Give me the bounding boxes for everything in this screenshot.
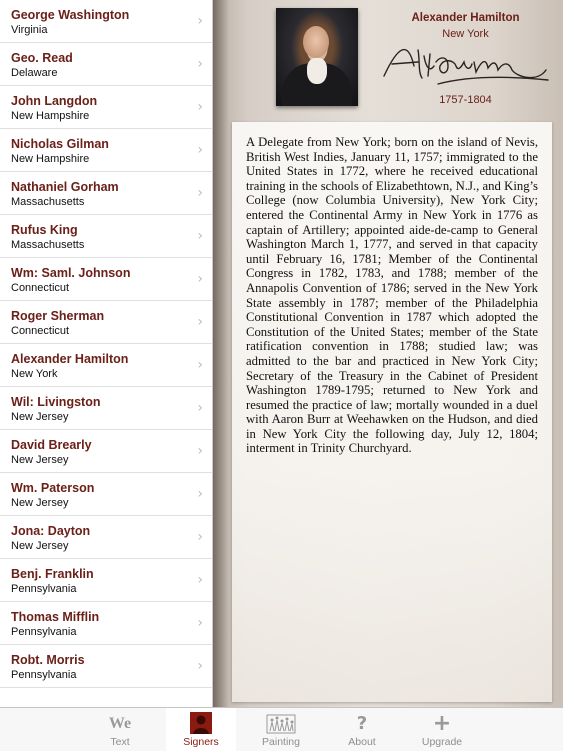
chevron-right-icon: ›	[197, 357, 203, 373]
signer-state: New Jersey	[11, 497, 69, 509]
signer-state: New Hampshire	[11, 110, 90, 122]
tab-signers[interactable]	[166, 708, 236, 751]
tab-text[interactable]	[85, 708, 155, 751]
portrait-cravat	[307, 58, 327, 84]
chevron-right-icon: ›	[197, 56, 203, 72]
list-item[interactable]	[0, 473, 212, 516]
detail-signer-years: 1757-1804	[439, 94, 492, 106]
chevron-right-icon: ›	[197, 99, 203, 115]
list-item[interactable]	[0, 172, 212, 215]
signer-state: New Jersey	[11, 454, 69, 466]
signer-state: Connecticut	[11, 325, 70, 337]
list-item[interactable]	[0, 0, 212, 43]
signer-name: Wm. Paterson	[11, 481, 95, 495]
signer-state: New Hampshire	[11, 153, 90, 165]
signer-state: New York	[11, 368, 58, 380]
signer-name: Thomas Mifflin	[11, 610, 100, 624]
chevron-right-icon: ›	[197, 400, 203, 416]
plus-icon: +	[432, 711, 452, 736]
signer-state: Virginia	[11, 24, 48, 36]
portrait-face	[303, 26, 329, 58]
signature-image	[378, 36, 553, 91]
list-item[interactable]	[0, 301, 212, 344]
list-item[interactable]	[0, 559, 212, 602]
tab-label: Painting	[262, 736, 300, 748]
list-item[interactable]	[0, 645, 212, 688]
tab-label: Upgrade	[421, 736, 463, 748]
chevron-right-icon: ›	[197, 529, 203, 545]
chevron-right-icon: ›	[197, 572, 203, 588]
signer-state: New Jersey	[11, 540, 69, 552]
signer-state: Pennsylvania	[11, 626, 77, 638]
list-item[interactable]	[0, 516, 212, 559]
signer-name: Geo. Read	[11, 51, 73, 65]
signer-name: Rufus King	[11, 223, 78, 237]
tab-about[interactable]	[327, 708, 397, 751]
signer-state: New Jersey	[11, 411, 69, 423]
chevron-right-icon: ›	[197, 486, 203, 502]
tab-label: Text	[110, 736, 130, 748]
chevron-right-icon: ›	[197, 443, 203, 459]
signer-silhouette-icon	[166, 713, 236, 735]
signer-name: George Washington	[11, 8, 130, 22]
list-item[interactable]	[0, 86, 212, 129]
tab-painting[interactable]	[246, 708, 316, 751]
signer-detail-pane	[213, 0, 563, 707]
chevron-right-icon: ›	[197, 615, 203, 631]
question-mark-icon: ?	[356, 713, 368, 734]
list-item[interactable]	[0, 215, 212, 258]
biography-text: A Delegate from New York; born on the island of Nevis, British West Indies, January 11, 1757; immigrated to the United States in 1772, where he received educational training in the schools of Elizabethtown, N.J., and King’s College (now Columbia University), New York City; entered the Continental Army in New York in 1776 as captain of Artillery; appointed aide-de-camp to General Washington March 1, 1777, and served in that capacity until February 16, 1781; Member of the Continental Congress in 1782, 1783, and 1788; member of the Annapolis Convention of 1786; served in the New York State assembly in 1787; member of the Philadelphia Constitutional Convention in 1787 which adopted the Constitution of the United States; member of the State ratification convention in 1788; studied law; was admitted to the bar and practiced in New York City; Secretary of the Treasury in the Cabinet of President Washington 1789-1795; returned to New York and resumed the practice of law; mortally wounded in a duel with Aaron Burr at Weehawken on the Hudson, and died in New York City the following day, July 12, 1804; interment in Trinity Churchyard.	[246, 135, 538, 456]
tab-bar	[0, 707, 563, 751]
signer-name: Robt. Morris	[11, 653, 85, 667]
signer-state: Pennsylvania	[11, 669, 77, 681]
tab-label: About	[348, 736, 376, 748]
signer-name: Wil: Livingston	[11, 395, 101, 409]
signer-name: Benj. Franklin	[11, 567, 94, 581]
signer-name: Alexander Hamilton	[11, 352, 129, 366]
chevron-right-icon: ›	[197, 658, 203, 674]
list-item[interactable]	[0, 602, 212, 645]
we-text-icon: We	[108, 715, 132, 732]
biography-card	[232, 122, 552, 702]
list-item[interactable]	[0, 129, 212, 172]
signer-state: Delaware	[11, 67, 58, 79]
signer-name: Nicholas Gilman	[11, 137, 109, 151]
signer-state: Massachusetts	[11, 196, 85, 208]
chevron-right-icon: ›	[197, 228, 203, 244]
chevron-right-icon: ›	[197, 142, 203, 158]
signer-state: Massachusetts	[11, 239, 85, 251]
list-item[interactable]	[0, 344, 212, 387]
signer-name: Roger Sherman	[11, 309, 105, 323]
signer-portrait	[276, 8, 358, 106]
list-item[interactable]	[0, 387, 212, 430]
signer-name: Wm: Saml. Johnson	[11, 266, 131, 280]
list-item[interactable]	[0, 43, 212, 86]
tab-label: Signers	[183, 736, 219, 748]
signer-state: Connecticut	[11, 282, 70, 294]
list-item[interactable]	[0, 430, 212, 473]
signers-list[interactable]	[0, 0, 213, 707]
detail-signer-name: Alexander Hamilton	[411, 12, 520, 24]
chevron-right-icon: ›	[197, 185, 203, 201]
chevron-right-icon: ›	[197, 13, 203, 29]
signer-name: Nathaniel Gorham	[11, 180, 119, 194]
signer-state: Pennsylvania	[11, 583, 77, 595]
signer-name: John Langdon	[11, 94, 98, 108]
signer-name: Jona: Dayton	[11, 524, 91, 538]
list-item[interactable]	[0, 258, 212, 301]
signer-name: David Brearly	[11, 438, 92, 452]
painting-icon	[246, 713, 316, 735]
chevron-right-icon: ›	[197, 314, 203, 330]
chevron-right-icon: ›	[197, 271, 203, 287]
detail-signer-state: New York	[442, 28, 489, 40]
tab-upgrade[interactable]	[407, 708, 477, 751]
